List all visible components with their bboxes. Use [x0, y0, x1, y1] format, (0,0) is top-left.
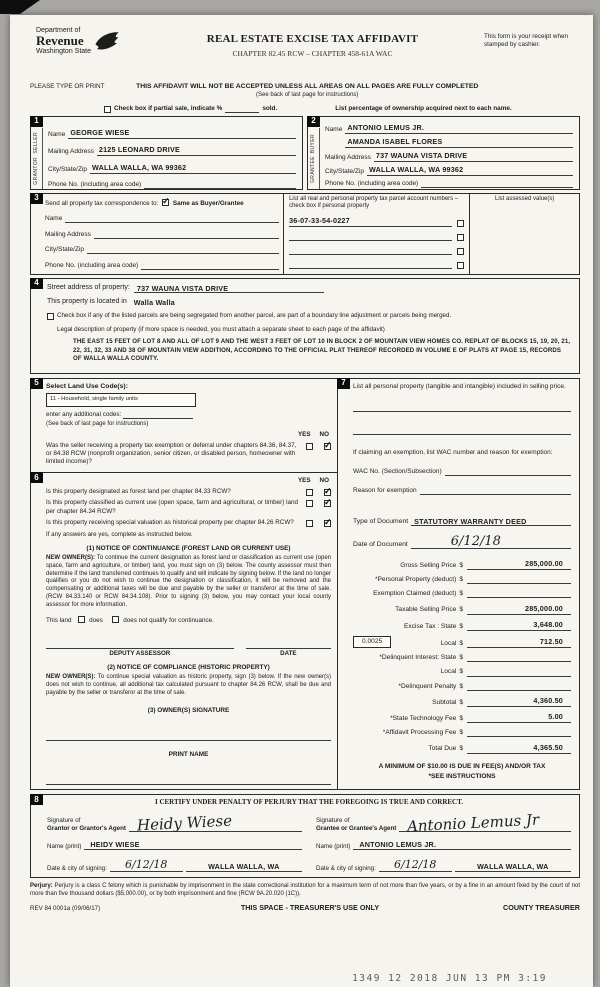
corr-phone-label: Phone No. (including area code) [45, 261, 139, 269]
affidavit-page [10, 15, 593, 987]
percent-sold-input[interactable] [225, 104, 259, 113]
chapter-subtitle: CHAPTER 82.45 RCW – CHAPTER 458-61A WAC [232, 48, 393, 58]
section-1-number: 1 [30, 116, 43, 127]
tax-computation-section: 7 List all personal property (tangible and intangible) included in selling price. If claiming an exemption, list WAC number and reason for exemption: WAC No. (Section/Subsection) Reason for exemption Type of Document STATUTORY WARRANTY DEED Date of Document 6/12/18 Gross Selling Price $ 285,000.00 *Personal Property (deduct) $ Exemption Claimed (deduct) $ Taxable Selling Price $ 285,000.00 Excise Tax : State $ 3,648.00 0.0025 Local $ 712.50 *Delinquent Interest: State $ Local $ *Delinquent Penalty $ Subtotal $ 4,360.50 *State Technology Fee $ 5.00 *Affidavit Processing Fee $ Total Due $ 4,365.50 A MINIMUM OF $10.00 IS DUE IN FEE(S) AND/OR TAX *SEE INSTRUCTIONS [338, 378, 580, 791]
same-as-buyer-label: Same as Buyer/Grantee [172, 199, 244, 207]
land-use-section [30, 378, 338, 474]
notice2-body: To continue special valuation as historic property, sign (3) below. If the new owner(s) does not wish to continue, all additional tax calculated pursuant to chapter 84.26 RCW, shall be due and payable by the seller or transferor at the time of sale. [46, 673, 331, 696]
local-rate-box: 0.0025 [353, 636, 391, 648]
buyer-address-field[interactable]: 737 WAUNA VISTA DRIVE [374, 151, 573, 162]
form-title: REAL ESTATE EXCISE TAX AFFIDAVIT [206, 33, 419, 45]
buyer-citystatezip-field[interactable]: WALLA WALLA, WA 99362 [367, 165, 573, 176]
historic-no-checkbox[interactable]: ✓ [324, 516, 332, 527]
dept-of-label: Department of [36, 27, 81, 34]
form-revision-number: REV 84 0001a (09/06/17) [30, 904, 101, 912]
grantee-date-field[interactable]: 6/12/18 [379, 858, 452, 872]
grantor-signature-label-1: Signature of [47, 817, 81, 825]
historic-property-question: Is this property receiving special valuation as historical property per chapter 84.26 RCW? [46, 518, 294, 526]
deputy-assessor-signature-line[interactable] [46, 637, 234, 649]
grantee-name-print-field[interactable]: ANTONIO LEMUS JR. [353, 840, 571, 850]
additional-codes-input[interactable] [123, 410, 193, 419]
corr-name-label: Name [45, 215, 63, 223]
excise-tax-local-value[interactable]: 712.50 [467, 637, 571, 648]
historic-yes-checkbox[interactable] [306, 520, 313, 527]
owner-signature-line-1[interactable] [46, 729, 331, 741]
exemption-claimed-value[interactable] [467, 589, 571, 598]
total-due-value[interactable]: 4,365.50 [467, 743, 571, 754]
grantee-signature-label-2: Grantee or Grantee's Agent [316, 824, 397, 832]
legal-description-text: THE EAST 15 FEET OF LOT 8 AND ALL OF LOT 9 AND THE WEST 3 FEET OF LOT 10 IN BLOCK 2 OF MOUNTAIN VIEW HOMES CO. REPLAT OF BLOCKS 15, 19, 20, 21, 22, 31, 32, 33 AND 38 OF MOUNTAIN VIEW ADDITION, ACCORDING TO THE OFFICIAL PLAT THEREOF RECORDED IN VOLUME E OF PLATS AT PAGE 15, RECORDS OF WALLA WALLA COUNTY. [73, 337, 571, 363]
land-use-title: Select Land Use Code(s): [46, 382, 128, 390]
corr-address-input[interactable] [94, 230, 279, 239]
seller-side-label: SELLER GRANTOR [31, 128, 43, 189]
grantee-name-print-label: Name (print) [316, 842, 351, 850]
sec5-no-label: NO [319, 431, 329, 439]
type-or-print-label: PLEASE TYPE OR PRINT [30, 83, 105, 90]
personal-property-line-1[interactable] [353, 400, 571, 412]
reason-exemption-label: Reason for exemption [353, 486, 417, 494]
seller-name-label: Name [48, 130, 66, 138]
buyer-address-label: Mailing Address [325, 153, 371, 161]
delinquent-penalty-value[interactable] [467, 682, 571, 691]
section-7-number: 7 [337, 378, 350, 389]
grantor-date-city-label: Date & city of signing: [47, 864, 107, 872]
current-use-question: Is this property classified as current use (open space, farm and agricultural, or timber) land per chapter 84.34 RCW? [46, 499, 298, 515]
same-as-buyer-checkbox[interactable]: ✓ [162, 195, 170, 206]
grantee-signature-label-1: Signature of [316, 817, 350, 825]
sec6-no-label: NO [319, 477, 329, 485]
print-name-line-1[interactable] [46, 773, 331, 785]
washington-state-label: Washington State [36, 47, 91, 55]
wac-no-input[interactable] [445, 467, 571, 476]
delinquent-interest-local-label: Local [440, 668, 457, 676]
taxable-selling-price-label: Taxable Selling Price [395, 606, 457, 614]
street-address-label: Street address of property: [47, 284, 130, 292]
state-technology-fee-value[interactable]: 5.00 [467, 712, 571, 723]
tax-correspondence-section [30, 193, 580, 275]
affidavit-processing-fee-label: *Affidavit Processing Fee [382, 729, 457, 737]
form-header [30, 23, 580, 81]
print-name-title: PRINT NAME [168, 751, 209, 759]
does-not-label: does not qualify for continuance. [123, 617, 214, 625]
subtotal-label: Subtotal [432, 698, 457, 706]
personal-property-deduct-value[interactable] [467, 575, 571, 584]
see-instructions-note: *SEE INSTRUCTIONS [428, 772, 496, 780]
personal-property-checkbox-1[interactable] [457, 220, 464, 227]
receipt-note: This form is your receipt when stamped by cashier. [484, 33, 568, 49]
corr-address-label: Mailing Address [45, 230, 91, 238]
excise-tax-local-label: Local [440, 640, 457, 648]
certification-section [30, 794, 580, 878]
buyer-side-label: BUYER GRANTEE [308, 128, 320, 189]
forest-land-question: Is this property designated as forest land per chapter 84.33 RCW? [46, 488, 231, 496]
wac-no-label: WAC No. (Section/Subsection) [353, 467, 442, 475]
segregated-parcel-label: Check box if any of the listed parcels are being segregated from another parcel, are part of a boundary line adjustment or parcels being merged. [57, 311, 452, 319]
notice-continuance-title: (1) NOTICE OF CONTINUANCE (FOREST LAND OR CURRENT USE) [86, 544, 291, 552]
located-in-field[interactable]: Walla Walla [133, 297, 175, 307]
parcel-number-field[interactable]: 36-07-33-54-0227 [289, 216, 452, 227]
seller-phone-label: Phone No. (including area code) [48, 181, 142, 189]
delinquent-interest-state-value[interactable] [467, 653, 571, 662]
segregated-parcel-checkbox[interactable] [47, 313, 54, 320]
corr-name-input[interactable] [65, 214, 279, 223]
forest-land-no-checkbox[interactable]: ✓ [324, 486, 332, 497]
personal-property-checkbox-2[interactable] [457, 234, 464, 241]
parcel-number-input-2[interactable] [289, 232, 452, 241]
sec5-see-back-note: (See back of last page for instructions) [46, 420, 149, 427]
send-correspondence-label: Send all property tax correspondence to: [45, 199, 159, 207]
grantee-signing-block [316, 810, 571, 872]
seller-name-field[interactable]: GEORGE WIESE [68, 128, 296, 139]
sec6-yes-label: YES [297, 477, 311, 485]
subtotal-value[interactable]: 4,360.50 [467, 696, 571, 707]
grantor-signature: Heidy Wiese [136, 811, 233, 835]
grantor-signature-line[interactable] [129, 811, 302, 835]
grantee-date-city-label: Date & city of signing: [316, 864, 376, 872]
tax-exemption-yes-checkbox[interactable] [306, 443, 313, 450]
gross-selling-price-label: Gross Selling Price [400, 561, 457, 569]
buyer-citystatezip-label: City/State/Zip [325, 167, 365, 175]
tax-exemption-question: Was the seller receiving a property tax exemption or deferral under chapters 84.36, 84.37, or 84.38 RCW (nonprofit organization, senior citizen, or disabled person, homeowner with limited income)? [46, 441, 297, 466]
seller-address-field[interactable]: 2125 LEONARD DRIVE [97, 145, 296, 156]
state-technology-fee-label: *State Technology Fee [390, 714, 457, 722]
grantor-date-field[interactable]: 6/12/18 [110, 858, 183, 872]
perjury-body: Perjury is a class C felony which is punishable by imprisonment in the state correctional institution for a maximum term of not more than five years, or by a fine in an amount fixed by the court of not more than five thousand dollars ($5,000.00), or by both imprisonment and fine (RCW 9A.20.020 (1C)). [30, 883, 580, 898]
grantor-name-print-label: Name (print) [47, 842, 82, 850]
treasurer-space-label: THIS SPACE - TREASURER'S USE ONLY [240, 903, 380, 913]
notice-compliance-title: (2) NOTICE OF COMPLIANCE (HISTORIC PROPERTY) [107, 663, 270, 671]
seller-phone-field[interactable] [144, 180, 296, 189]
seller-address-label: Mailing Address [48, 148, 94, 156]
grantor-signing-block [47, 810, 302, 872]
personal-property-checkbox-3[interactable] [457, 248, 464, 255]
deputy-date-label: DATE [280, 649, 297, 657]
notice1-body: To continue the current designation as forest land or classification as current use (open space, farm and agriculture, or timber) land, you must sign on (3) below. The county assessor must then determine if the land transferred continues to qualify and will indicate by signing below. If the land no longer qualifies or you do not wish to continue the designation or classification, it will be removed and the compensating or additional taxes will be due and payable by the seller or transferor at the time of sale. (RCW 84.33.140 or RCW 84.34.108). Prior to signing (3) below, you may contact your local county assessor for more information. [46, 554, 332, 609]
certify-statement: I CERTIFY UNDER PENALTY OF PERJURY THAT THE FOREGOING IS TRUE AND CORRECT. [154, 798, 463, 807]
perjury-lead: Perjury: [30, 883, 53, 890]
scan-corner-mark [0, 0, 40, 14]
current-use-yes-checkbox[interactable] [306, 500, 313, 507]
exemption-instruction: If claiming an exemption, list WAC number and reason for exemption: [353, 448, 553, 456]
land-does-checkbox[interactable] [78, 616, 85, 623]
buyer-name-label: Name [325, 125, 343, 133]
assessed-values-header: List assessed value(s) [495, 195, 555, 202]
acceptance-warning: THIS AFFIDAVIT WILL NOT BE ACCEPTED UNLESS ALL AREAS ON ALL PAGES ARE FULLY COMPLETED [136, 83, 479, 90]
land-does-not-checkbox[interactable] [112, 616, 119, 623]
legal-description-label: Legal description of property (if more space is needed, you must attach a separate sheet to each page of the affidavit) [57, 325, 385, 333]
deputy-date-line[interactable] [246, 637, 331, 649]
partial-sale-row [104, 104, 580, 113]
grantee-city-field[interactable]: WALLA WALLA, WA [455, 862, 571, 872]
section-6-number: 6 [30, 472, 43, 483]
parcel-number-input-4[interactable] [289, 260, 452, 269]
see-back-note: (See back of last page for instructions) [256, 92, 359, 99]
property-address-section [30, 278, 580, 374]
delinquent-interest-state-label: *Delinquent Interest: State [379, 654, 457, 662]
notice1-lead: NEW OWNER(S): [46, 554, 95, 561]
buyer-name-field[interactable]: ANTONIO LEMUS JR. [345, 123, 573, 134]
land-use-code-field[interactable]: 11 - Household, single family units [46, 393, 196, 406]
form-footer [30, 903, 580, 912]
ownership-note: List percentage of ownership acquired next to each name. [335, 104, 512, 112]
located-in-label: This property is located in [47, 298, 127, 306]
section-5-number: 5 [30, 378, 43, 389]
delinquent-penalty-label: *Delinquent Penalty [398, 682, 457, 690]
buyer-name2-field[interactable]: AMANDA ISABEL FLORES [345, 137, 573, 148]
total-due-label: Total Due [428, 745, 457, 753]
cashier-receipt-stamp: 1349 12 2018 JUN 13 PM 3:19 [352, 973, 547, 985]
section-4-number: 4 [30, 278, 43, 289]
personal-property-line-2[interactable] [353, 423, 571, 435]
street-address-field[interactable]: 737 WAUNA VISTA DRIVE [134, 284, 324, 293]
dor-logo [36, 27, 120, 55]
buyer-phone-field[interactable] [421, 179, 573, 188]
exemption-claimed-label: Exemption Claimed (deduct) [373, 590, 457, 598]
affidavit-processing-fee-value[interactable] [467, 728, 571, 737]
sold-label: sold. [262, 104, 278, 112]
grantor-signature-label-2: Grantor or Grantor's Agent [47, 824, 126, 832]
grantee-signature-line[interactable] [399, 810, 571, 836]
tax-exemption-no-checkbox[interactable]: ✓ [324, 439, 332, 450]
section-3-number: 3 [30, 193, 43, 204]
grantor-name-print-field[interactable]: HEIDY WIESE [84, 840, 302, 850]
type-of-document-label: Type of Document [353, 517, 409, 525]
personal-property-checkbox-4[interactable] [457, 262, 464, 269]
sec5-yes-label: YES [297, 431, 311, 439]
owners-signature-title: (3) OWNER(S) SIGNATURE [147, 707, 230, 715]
gross-selling-price-value[interactable]: 285,000.00 [467, 559, 571, 570]
land-designation-section [30, 473, 338, 790]
grantee-signature: Antonio Lemus Jr [406, 810, 540, 836]
minimum-fee-note: A MINIMUM OF $10.00 IS DUE IN FEE(S) AND/OR TAX [378, 762, 546, 770]
section-8-number: 8 [30, 794, 43, 805]
corr-citystatezip-label: City/State/Zip [45, 246, 85, 254]
this-land-label: This land [46, 617, 72, 625]
revenue-label: Revenue [36, 33, 84, 49]
buyer-section [307, 116, 580, 190]
corr-citystatezip-input[interactable] [87, 245, 279, 254]
forest-land-yes-checkbox[interactable] [306, 489, 313, 496]
parcel-number-input-3[interactable] [289, 246, 452, 255]
partial-sale-label: Check box if partial sale, indicate % [114, 104, 223, 112]
corr-phone-input[interactable] [141, 261, 279, 270]
excise-tax-state-label: Excise Tax : State [404, 622, 457, 630]
deputy-assessor-label: DEPUTY ASSESSOR [109, 649, 171, 657]
notice2-lead: NEW OWNER(S): [46, 673, 96, 680]
seller-citystatezip-field[interactable]: WALLA WALLA, WA 99362 [90, 163, 296, 174]
partial-sale-checkbox[interactable] [104, 106, 111, 113]
if-yes-instruction: If any answers are yes, complete as instructed below. [46, 530, 193, 538]
type-of-document-field[interactable]: STATUTORY WARRANTY DEED [411, 517, 571, 526]
instruction-row [30, 83, 580, 100]
personal-property-label: List all personal property (tangible and intangible) included in selling price. [353, 382, 566, 390]
section-2-number: 2 [307, 116, 320, 127]
personal-property-deduct-label: *Personal Property (deduct) [374, 576, 457, 584]
excise-tax-state-value[interactable]: 3,648.00 [467, 620, 571, 631]
taxable-selling-price-value[interactable]: 285,000.00 [467, 604, 571, 615]
does-label: does [89, 617, 103, 625]
current-use-no-checkbox[interactable]: ✓ [324, 497, 332, 508]
dor-swoosh-icon [94, 29, 120, 53]
additional-codes-label: enter any additional codes: [46, 410, 122, 418]
seller-citystatezip-label: City/State/Zip [48, 165, 88, 173]
reason-exemption-input[interactable] [420, 486, 571, 495]
date-of-document-label: Date of Document [353, 540, 408, 548]
parcel-numbers-header: List all real and personal property tax parcel account numbers – check box if personal property [289, 195, 459, 210]
seller-section [30, 116, 303, 190]
grantor-city-field[interactable]: WALLA WALLA, WA [186, 862, 302, 872]
buyer-phone-label: Phone No. (including area code) [325, 179, 419, 187]
county-treasurer-label: COUNTY TREASURER [503, 903, 580, 913]
delinquent-interest-local-value[interactable] [467, 668, 571, 677]
perjury-notice [30, 882, 580, 898]
date-of-document-field[interactable]: 6/12/18 [411, 534, 571, 549]
